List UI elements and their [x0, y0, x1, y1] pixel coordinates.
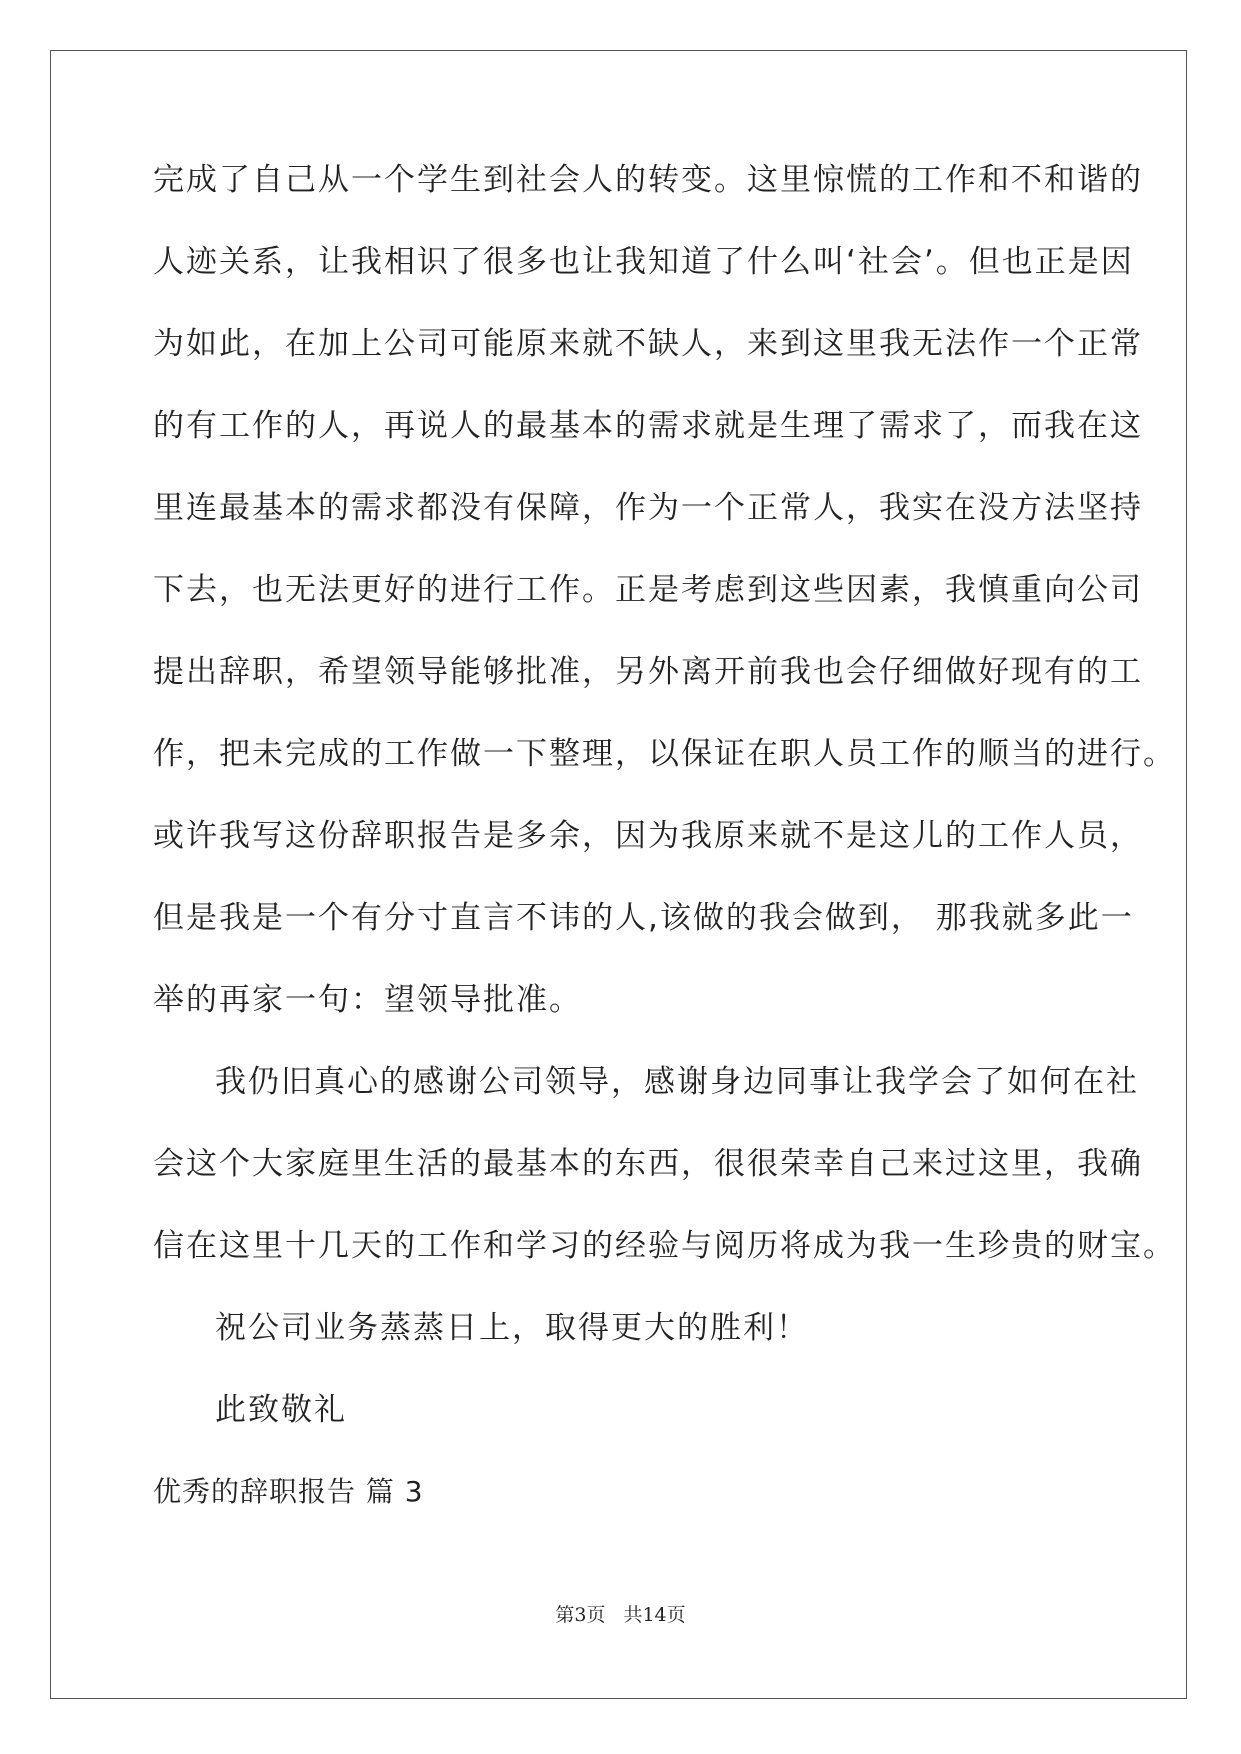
paragraph-line: 里连最基本的需求都没有保障，作为一个正常人，我实在没方法坚持	[153, 490, 1143, 526]
paragraph-line: 作，把未完成的工作做一下整理，以保证在职人员工作的顺当的进行。	[153, 736, 1176, 772]
paragraph-line: 下去，也无法更好的进行工作。正是考虑到这些因素，我慎重向公司	[153, 572, 1143, 608]
paragraph-line: 我仍旧真心的感谢公司领导，感谢身边同事让我学会了如何在社	[215, 1064, 1139, 1100]
paragraph-line: 会这个大家庭里生活的最基本的东西，很很荣幸自己来过这里，我确	[153, 1146, 1143, 1182]
paragraph-line: 或许我写这份辞职报告是多余，因为我原来就不是这儿的工作人员，	[153, 818, 1143, 854]
paragraph-line: 信在这里十几天的工作和学习的经验与阅历将成为我一生珍贵的财宝。	[153, 1228, 1176, 1264]
closing-line: 此致敬礼	[215, 1392, 347, 1428]
paragraph-line: 举的再家一句：望领导批准。	[153, 982, 582, 1018]
section-heading: 优秀的辞职报告 篇 3	[153, 1475, 424, 1508]
page-total: 共14页	[623, 1604, 686, 1626]
page-number: 第3页	[555, 1604, 606, 1626]
paragraph-line: 但是我是一个有分寸直言不讳的人,该做的我会做到， 那我就多此一	[153, 900, 1134, 936]
paragraph-line: 提出辞职，希望领导能够批准，另外离开前我也会仔细做好现有的工	[153, 654, 1143, 690]
paragraph-line: 祝公司业务蒸蒸日上，取得更大的胜利！	[215, 1310, 809, 1346]
paragraph-line: 人迹关系，让我相识了很多也让我知道了什么叫‘社会’。但也正是因	[153, 244, 1134, 280]
paragraph-line: 的有工作的人，再说人的最基本的需求就是生理了需求了，而我在这	[153, 408, 1143, 444]
page-footer	[0, 1600, 1241, 1627]
paragraph-line: 完成了自己从一个学生到社会人的转变。这里惊慌的工作和不和谐的	[153, 162, 1143, 198]
paragraph-line: 为如此，在加上公司可能原来就不缺人，来到这里我无法作一个正常	[153, 326, 1143, 362]
document-body	[153, 160, 1176, 1554]
